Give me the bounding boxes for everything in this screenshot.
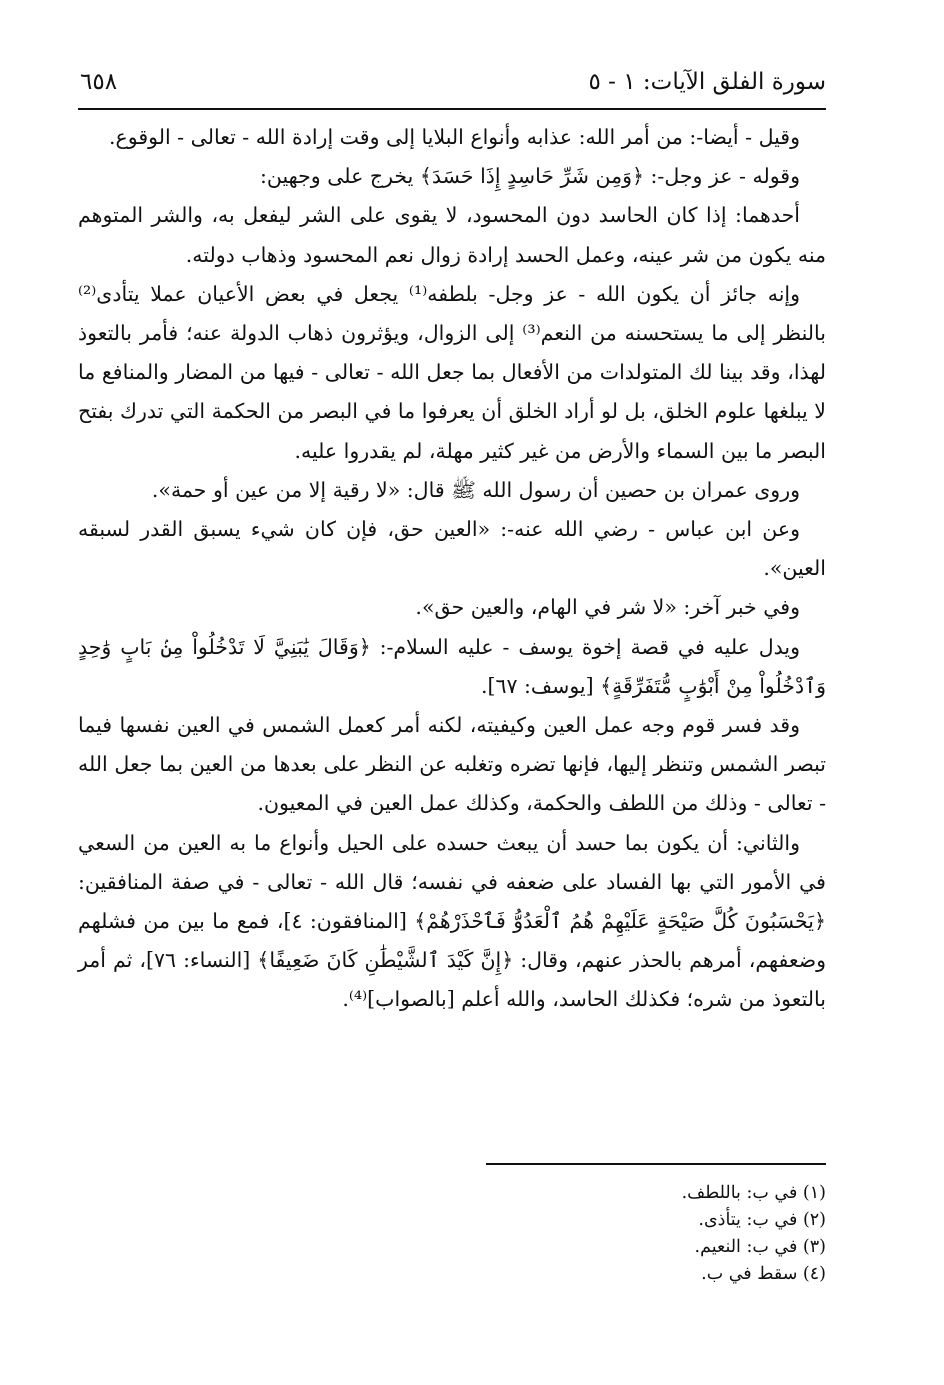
paragraph: وروى عمران بن حصين أن رسول الله ﷺ قال: «لا رقية إلا من عين أو حمة». xyxy=(151,477,800,502)
footnote: (١) في ب: باللطف. xyxy=(681,1183,826,1203)
paragraph: وقوله - عز وجل-: ﴿وَمِن شَرِّ حَاسِدٍ إِذَا حَسَدَ﴾ يخرج على وجهين: xyxy=(259,164,800,189)
page-number: ٦٥٨ xyxy=(80,69,118,95)
footnote-rule xyxy=(486,1163,826,1165)
paragraph: ويدل عليه في قصة إخوة يوسف - عليه السلام-: ﴿وَقَالَ يَٰبَنِيَّ لَا تَدْخُلُواْ مِنۢ بَابٍ وَٰحِدٍ وَٱدْخُلُواْ مِنْ أَبْوَٰبٍ مُّتَفَرِّقَةٍ﴾ [يوسف: ٦٧]. xyxy=(78,634,826,698)
header-rule xyxy=(78,108,826,110)
page-header xyxy=(80,62,826,102)
paragraph: وقد فسر قوم وجه عمل العين وكيفيته، لكنه أمر كعمل الشمس في العين نفسها فيما تبصر الشمس وتنظر إليها، فإنها تضره وتغلبه عن النظر على بعدها من العين بما جعل الله - تعالى - وذلك من اللطف والحكمة، وكذلك عمل العين في المعيون. xyxy=(78,713,826,816)
paragraph: وإنه جائز أن يكون الله - عز وجل- بلطفه⁽¹⁾ يجعل في بعض الأعيان عملا يتأدى⁽²⁾ بالنظر إلى ما يستحسنه من النعم⁽³⁾ إلى الزوال، ويؤثرون ذهاب الدولة عنه؛ فأمر بالتعوذ لهذا، وقد بينا لك المتولدات من الأفعال بما جعل الله - تعالى - فيها من المضار والمنافع ما لا يبلغها علوم الخلق، بل لو أراد الخلق أن يعرفوا ما في البصر من الحكمة التي تدرك بفتح البصر ما بين السماء والأرض من غير كثير مهلة، لم يقدروا عليه. xyxy=(78,281,826,463)
footnotes xyxy=(420,1180,826,1288)
paragraph: وفي خبر آخر: «لا شر في الهام، والعين حق». xyxy=(415,595,800,620)
footnote: (٣) في ب: النعيم. xyxy=(694,1237,826,1257)
running-title: سورة الفلق الآيات: ١ - ٥ xyxy=(588,69,826,95)
paragraph: والثاني: أن يكون بما حسد أن يبعث حسده على الحيل وأنواع ما به العين من السعي في الأمور التي بها الفساد على ضعفه في نفسه؛ قال الله - تعالى - في صفة المنافقين: ﴿يَحْسَبُونَ كُلَّ صَيْحَةٍ عَلَيْهِمْ هُمُ ٱلْعَدُوُّ فَٱحْذَرْهُمْ﴾ [المنافقون: ٤]، فمع ما بين من فشلهم وضعفهم، أمرهم بالحذر عنهم، وقال: ﴿إِنَّ كَيْدَ ٱلشَّيْطَٰنِ كَانَ ضَعِيفًا﴾ [النساء: ٧٦]، ثم أمر بالتعوذ من شره؛ فكذلك الحاسد، والله أعلم [بالصواب]⁽⁴⁾. xyxy=(78,830,827,1012)
paragraph: وقيل - أيضا-: من أمر الله: عذابه وأنواع البلايا إلى وقت إرادة الله - تعالى - الوقوع. xyxy=(108,125,800,149)
paragraph: وعن ابن عباس - رضي الله عنه-: «العين حق، فإن كان شيء يسبق القدر لسبقه العين». xyxy=(78,517,826,581)
paragraph: أحدهما: إذا كان الحاسد دون المحسود، لا يقوى على الشر ليفعل به، والشر المتوهم منه يكون من شر عينه، وعمل الحسد إرادة زوال نعم المحسود وذهاب دولته. xyxy=(78,203,826,267)
main-text xyxy=(78,118,826,1020)
footnote: (٤) سقط في ب. xyxy=(701,1264,826,1284)
footnote: (٢) في ب: يتأذى. xyxy=(698,1210,826,1230)
